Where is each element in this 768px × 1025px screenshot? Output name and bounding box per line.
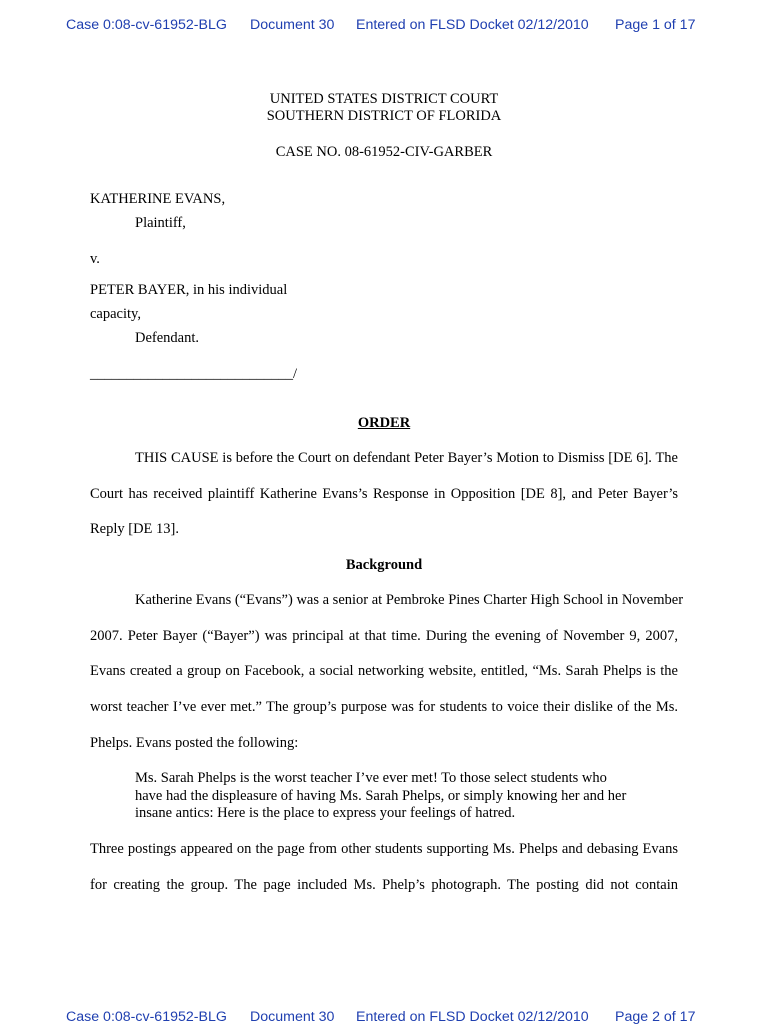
stamp-entered-date: Entered on FLSD Docket 02/12/2010 [356,17,589,33]
versus: v. [90,251,100,267]
quote-line: insane antics: Here is the place to express your feelings of hatred. [135,805,516,821]
paragraph-line: 2007. Peter Bayer (“Bayer”) was principal at that time. During the evening of November 9, 2007, [90,628,678,644]
defendant-capacity: capacity, [90,306,141,322]
docket-stamp-header [66,17,716,33]
section-heading-background: Background [345,557,423,573]
quote-line: Ms. Sarah Phelps is the worst teacher I’ve ever met! To those select students who [135,770,607,786]
defendant-name: PETER BAYER, in his individual [90,282,288,298]
order-title: ORDER [357,415,411,431]
paragraph-line: worst teacher I’ve ever met.” The group’s purpose was for students to voice their dislike of the Ms. [90,699,678,715]
stamp-case-number: Case 0:08-cv-61952-BLG [66,17,227,33]
court-district: SOUTHERN DISTRICT OF FLORIDA [266,108,502,124]
paragraph-line: Katherine Evans (“Evans”) was a senior at Pembroke Pines Charter High School in November [135,592,684,608]
paragraph-line: Reply [DE 13]. [90,521,179,537]
plaintiff-name: KATHERINE EVANS, [90,191,226,207]
court-name: UNITED STATES DISTRICT COURT [269,91,499,107]
stamp-document-number: Document 30 [250,1009,335,1025]
stamp-entered-date: Entered on FLSD Docket 02/12/2010 [356,1009,589,1025]
docket-stamp-footer [66,1009,716,1025]
stamp-page-number: Page 2 of 17 [615,1009,696,1025]
caption-signature-line: ____________________________/ [90,366,298,382]
stamp-document-number: Document 30 [250,17,335,33]
block-quote [135,770,640,823]
paragraph-line: Court has received plaintiff Katherine Evans’s Response in Opposition [DE 8], and Peter Bayer’s [90,486,678,502]
paragraph-line: Three postings appeared on the page from other students supporting Ms. Phelps and debasing Evans [90,841,678,857]
stamp-case-number: Case 0:08-cv-61952-BLG [66,1009,227,1025]
quote-line: have had the displeasure of having Ms. Sarah Phelps, or simply knowing her and her [135,787,627,804]
paragraph-line: THIS CAUSE is before the Court on defendant Peter Bayer’s Motion to Dismiss [DE 6]. The [135,450,678,466]
plaintiff-role: Plaintiff, [135,215,186,231]
paragraph-line: Evans created a group on Facebook, a social networking website, entitled, “Ms. Sarah Phelps is the [90,663,678,679]
paragraph-line: for creating the group. The page included Ms. Phelp’s photograph. The posting did not contain [90,877,678,893]
case-number: CASE NO. 08-61952-CIV-GARBER [275,144,493,160]
paragraph-line: Phelps. Evans posted the following: [90,735,299,751]
defendant-role: Defendant. [135,330,200,346]
stamp-page-number: Page 1 of 17 [615,17,696,33]
